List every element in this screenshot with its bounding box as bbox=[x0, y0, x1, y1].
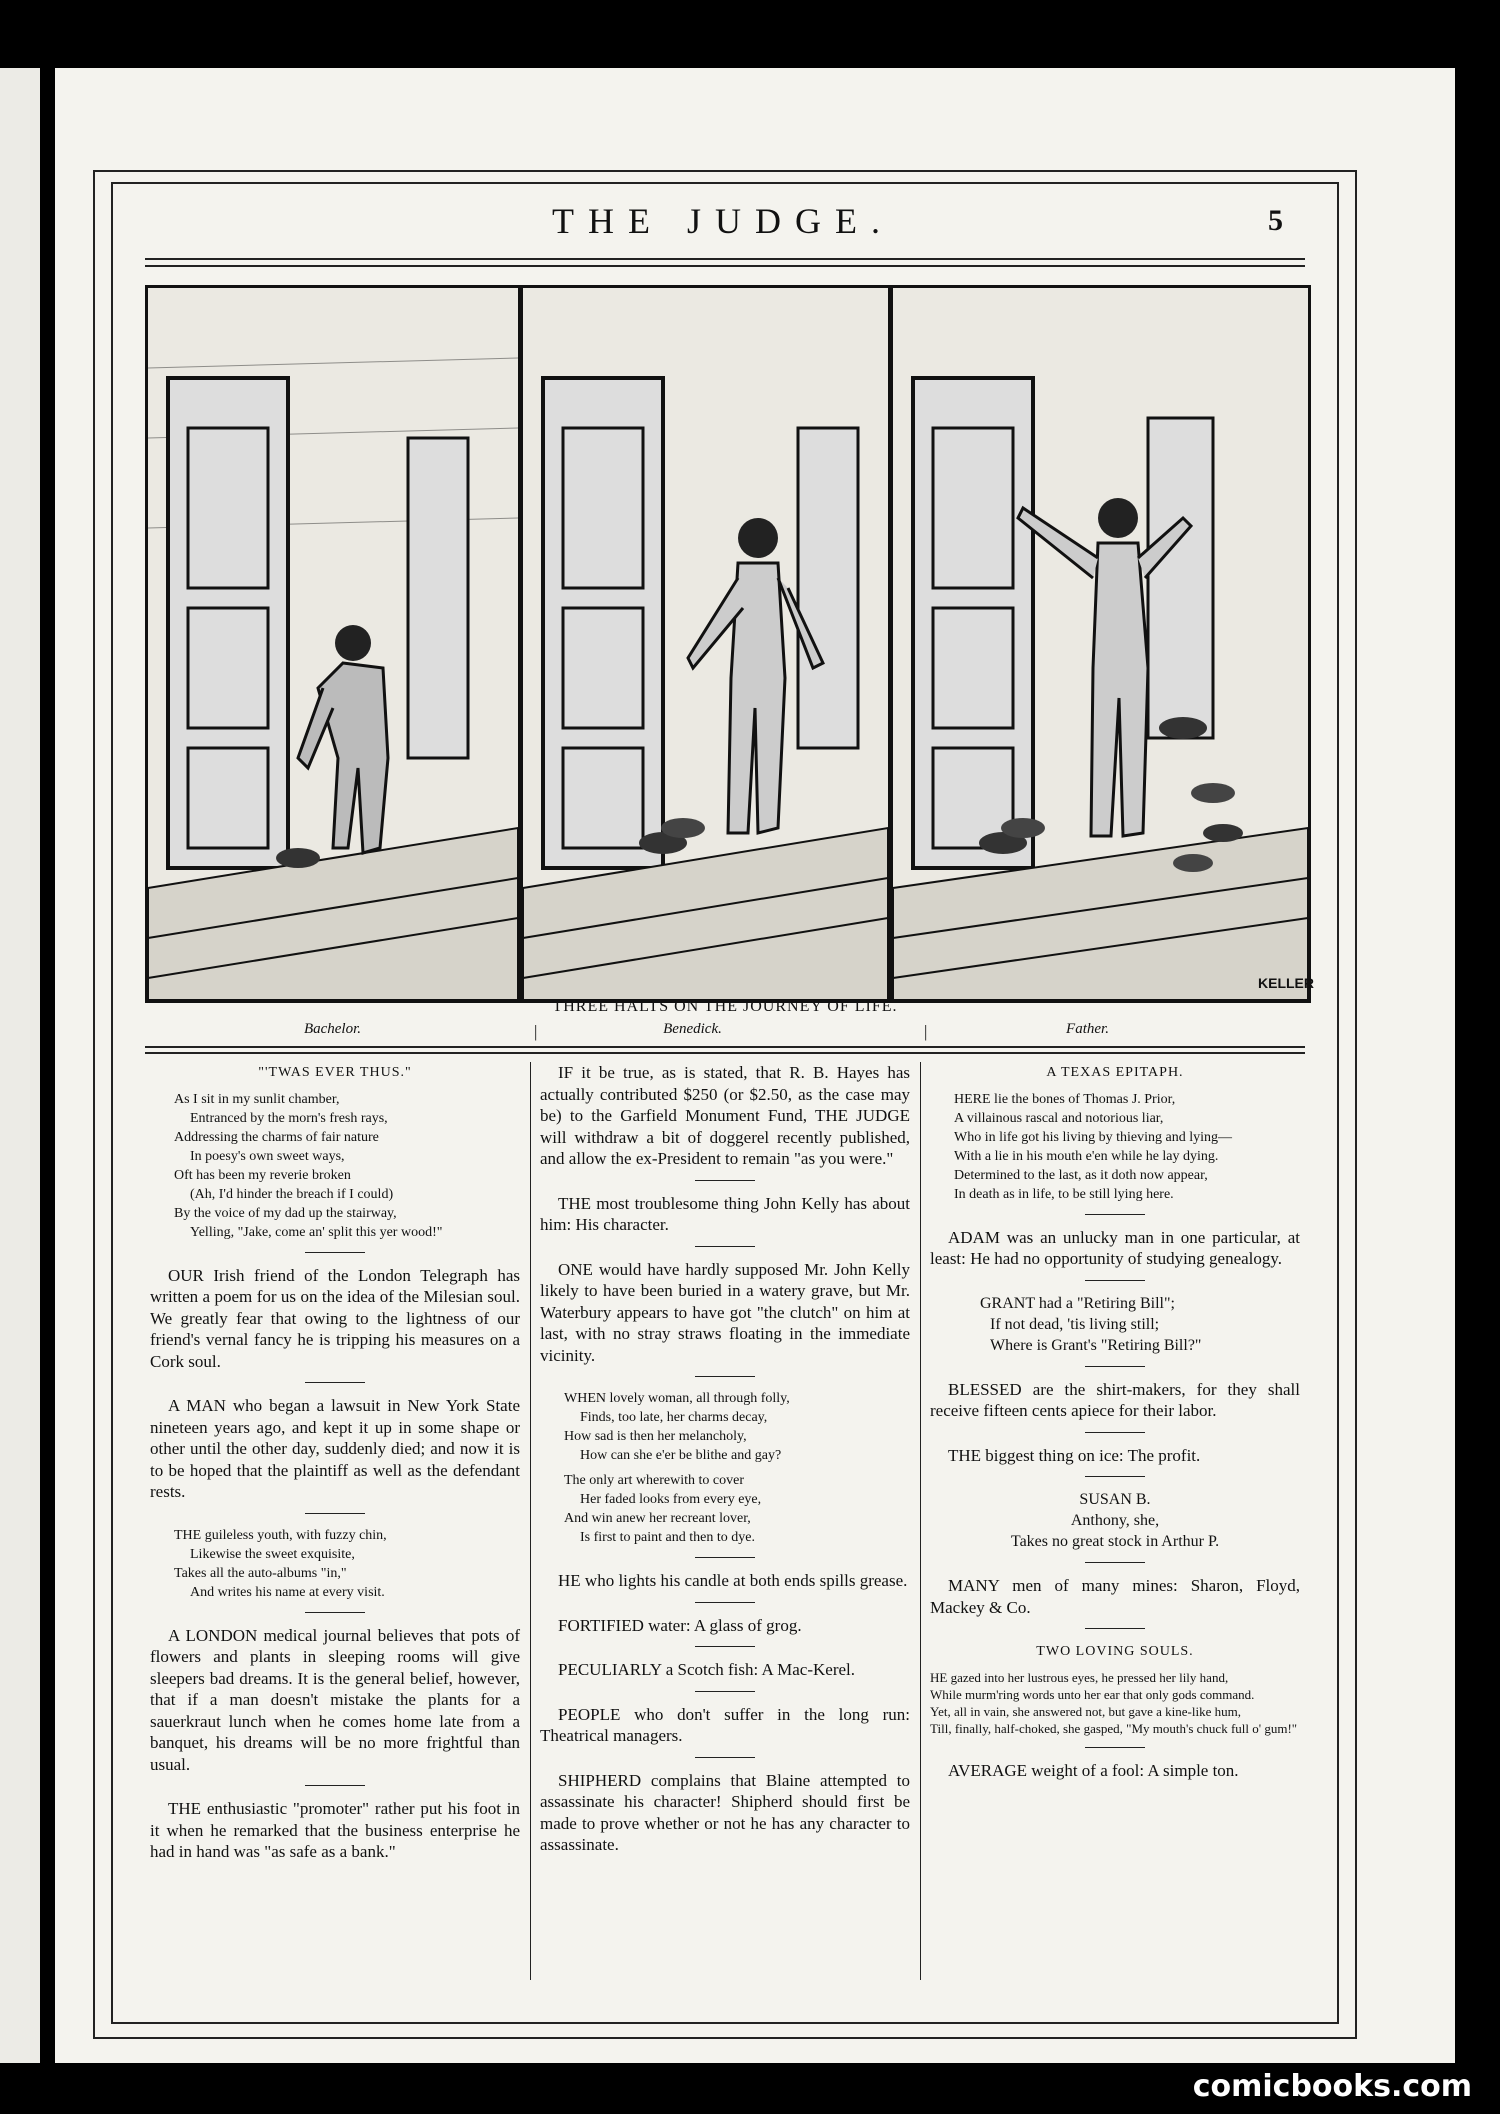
separator bbox=[695, 1246, 755, 1247]
father-illustration bbox=[893, 288, 1314, 1000]
separator bbox=[1085, 1366, 1145, 1367]
poem-line: GRANT had a "Retiring Bill"; bbox=[980, 1294, 1175, 1312]
poem-line: In poesy's own sweet ways, bbox=[190, 1148, 345, 1164]
paragraph: FORTIFIED water: A glass of grog. bbox=[558, 1615, 802, 1635]
poem-line: Till, finally, half-choked, she gasped, "My mouth's chuck full o' gum!" bbox=[930, 1720, 1298, 1736]
column-2 bbox=[540, 1062, 910, 1864]
separator bbox=[1085, 1432, 1145, 1433]
poem-line: Anthony, she, bbox=[1070, 1512, 1160, 1529]
poem-grant bbox=[930, 1293, 1300, 1356]
poem-line: Entranced by the morn's fresh rays, bbox=[190, 1110, 388, 1126]
paragraph: A LONDON medical journal believes that pots of flowers and plants in sleeping rooms will give sleepers bad dreams. It is the general belief, however, that if a man doesn't mistake the plants for a sauerkraut lunch when he comes home late from a banquet, his dreams will be no more frightful than usual. bbox=[150, 1625, 520, 1774]
paragraph: AVERAGE weight of a fool: A simple ton. bbox=[948, 1760, 1239, 1780]
bachelor-illustration bbox=[148, 288, 518, 1000]
poem-line: As I sit in my sunlit chamber, bbox=[174, 1091, 340, 1107]
caption-father: Father. bbox=[1066, 1021, 1109, 1037]
separator bbox=[695, 1180, 755, 1181]
section-rule bbox=[145, 1052, 1305, 1054]
separator bbox=[1085, 1214, 1145, 1215]
benedick-illustration bbox=[523, 288, 888, 1000]
poem-line: Who in life got his living by thieving and lying— bbox=[954, 1129, 1233, 1145]
poem-line: Determined to the last, as it doth now appear, bbox=[954, 1167, 1208, 1183]
separator bbox=[695, 1602, 755, 1603]
paragraph: THE most troublesome thing John Kelly has about him: His character. bbox=[540, 1193, 910, 1234]
paragraph: PEOPLE who don't suffer in the long run: Theatrical managers. bbox=[540, 1704, 910, 1745]
poem-line: (Ah, I'd hinder the breach if I could) bbox=[190, 1186, 394, 1202]
cartoon-title: THREE HALTS ON THE JOURNEY OF LIFE. bbox=[552, 998, 898, 1015]
paragraph: OUR Irish friend of the London Telegraph has written a poem for us on the idea of the Milesian soul. We greatly fear that owing to the lightness of our friend's vernal fancy he is tripping his measures on a Cork soul. bbox=[150, 1265, 520, 1371]
poem-line: Finds, too late, her charms decay, bbox=[580, 1410, 768, 1425]
poem-two-loving-souls bbox=[930, 1669, 1300, 1737]
paragraph: HE who lights his candle at both ends spills grease. bbox=[558, 1571, 908, 1590]
poem-line: Oft has been my reverie broken bbox=[174, 1167, 351, 1183]
facing-page-edge bbox=[0, 68, 40, 2063]
poem-line: In death as in life, to be still lying here. bbox=[954, 1186, 1174, 1202]
poem-line: HE gazed into her lustrous eyes, he pressed her lily hand, bbox=[930, 1669, 1229, 1685]
poem-line: How sad is then her melancholy, bbox=[564, 1429, 747, 1444]
poem-line: By the voice of my dad up the stairway, bbox=[174, 1205, 397, 1221]
separator bbox=[1085, 1562, 1145, 1563]
masthead-title: THE JUDGE. bbox=[552, 201, 894, 241]
poem-line: Yelling, "Jake, come an' split this yer wood!" bbox=[190, 1224, 443, 1240]
poem-line: THE guileless youth, with fuzzy chin, bbox=[174, 1527, 387, 1543]
separator bbox=[305, 1513, 365, 1514]
paragraph: SHIPHERD complains that Blaine attempted to assassinate his character! Shipherd should first be made to prove whether or not he has any character to assassinate. bbox=[540, 1770, 910, 1854]
separator bbox=[695, 1376, 755, 1377]
paragraph: IF it be true, as is stated, that R. B. Hayes has actually contributed $250 (or $2.50, as the case may be) to the Garfield Monument Fund, THE JUDGE will withdraw a bit of doggerel recently published, and allow the ex-President to remain "as you were." bbox=[540, 1063, 910, 1168]
cartoon-strip bbox=[145, 285, 1314, 997]
separator bbox=[695, 1646, 755, 1647]
column-1 bbox=[150, 1062, 520, 1871]
poem-line: A villainous rascal and notorious liar, bbox=[954, 1110, 1164, 1126]
paragraph: THE enthusiastic "promoter" rather put his foot in it when he remarked that the business enterprise he had in hand was "as safe as a bank." bbox=[150, 1799, 520, 1861]
cartoon-panel-father bbox=[890, 285, 1314, 1003]
paragraph: A MAN who began a lawsuit in New York State nineteen years ago, and kept it up in some shape or other until the other day, suddenly died; and now it is to be hoped that the plaintiff as well as the defendant rests. bbox=[150, 1396, 520, 1501]
poem-line: Addressing the charms of fair nature bbox=[174, 1129, 379, 1145]
poem-twas-ever-thus bbox=[150, 1090, 520, 1242]
caption-bachelor: Bachelor. bbox=[303, 1021, 362, 1037]
separator bbox=[1085, 1280, 1145, 1281]
paragraph: ADAM was an unlucky man in one particular, at least: He had no opportunity of studying genealogy. bbox=[930, 1227, 1300, 1268]
paragraph: PECULIARLY a Scotch fish: A Mac-Kerel. bbox=[558, 1660, 856, 1679]
column-rule bbox=[530, 1062, 531, 1980]
separator bbox=[305, 1785, 365, 1786]
poem-line: And writes his name at every visit. bbox=[190, 1584, 385, 1600]
poem-line: Her faded looks from every eye, bbox=[580, 1492, 762, 1507]
column-3 bbox=[930, 1062, 1300, 1789]
separator bbox=[1085, 1476, 1145, 1477]
header-rule-bottom bbox=[145, 265, 1305, 267]
column-rule bbox=[920, 1062, 921, 1980]
poem-lovely-woman bbox=[540, 1389, 910, 1547]
poem-line: While murm'ring words unto her ear that only gods command. bbox=[930, 1686, 1255, 1702]
caption-benedick: Benedick. bbox=[663, 1021, 722, 1037]
caption-separator: | bbox=[924, 1022, 928, 1041]
page-number: 5 bbox=[1268, 204, 1283, 237]
poem-line: SUSAN B. bbox=[1079, 1491, 1151, 1508]
paragraph: BLESSED are the shirt-makers, for they shall receive fifteen cents apiece for their labor. bbox=[930, 1379, 1300, 1420]
header-rule-top bbox=[145, 258, 1305, 260]
poem-line: And win anew her recreant lover, bbox=[564, 1511, 751, 1526]
poem-line: Yet, all in vain, she answered not, but gave a kine-like hum, bbox=[930, 1703, 1241, 1719]
caption-separator: | bbox=[534, 1022, 538, 1041]
poem-line: Likewise the sweet exquisite, bbox=[190, 1546, 355, 1562]
poem-line: Takes all the auto-albums "in," bbox=[174, 1565, 347, 1581]
poem-line: How can she e'er be blithe and gay? bbox=[580, 1448, 782, 1463]
poem-texas-epitaph bbox=[930, 1090, 1300, 1204]
poem-title: "'TWAS EVER THUS." bbox=[258, 1065, 412, 1080]
poem-susan-b bbox=[930, 1489, 1300, 1552]
separator bbox=[695, 1691, 755, 1692]
poem-line: Takes no great stock in Arthur P. bbox=[1010, 1533, 1220, 1550]
souls-title: TWO LOVING SOULS. bbox=[1036, 1644, 1194, 1659]
separator bbox=[1085, 1747, 1145, 1748]
poem-line: Is first to paint and then to dye. bbox=[580, 1530, 755, 1545]
paragraph: MANY men of many mines: Sharon, Floyd, Mackey & Co. bbox=[930, 1576, 1300, 1617]
separator bbox=[305, 1382, 365, 1383]
epitaph-title: A TEXAS EPITAPH. bbox=[1046, 1065, 1184, 1080]
separator bbox=[695, 1557, 755, 1558]
separator bbox=[695, 1757, 755, 1758]
poem-line: WHEN lovely woman, all through folly, bbox=[564, 1391, 790, 1406]
separator bbox=[305, 1252, 365, 1253]
poem-line: Where is Grant's "Retiring Bill?" bbox=[990, 1336, 1202, 1354]
poem-line: With a lie in his mouth e'en while he lay dying. bbox=[954, 1148, 1219, 1164]
site-watermark: comicbooks.com bbox=[1192, 2069, 1472, 2104]
paragraph: THE biggest thing on ice: The profit. bbox=[948, 1445, 1201, 1465]
poem-line: HERE lie the bones of Thomas J. Prior, bbox=[954, 1091, 1176, 1107]
poem-line: The only art wherewith to cover bbox=[564, 1473, 744, 1488]
poem-line: If not dead, 'tis living still; bbox=[990, 1315, 1160, 1333]
separator bbox=[305, 1612, 365, 1613]
section-rule bbox=[145, 1046, 1305, 1048]
poem-guileless-youth bbox=[150, 1526, 520, 1602]
cartoon-panel-bachelor bbox=[145, 285, 521, 1003]
cartoon-panel-benedick bbox=[520, 285, 891, 1003]
separator bbox=[1085, 1628, 1145, 1629]
artist-signature: KELLER bbox=[1258, 975, 1314, 991]
paragraph: ONE would have hardly supposed Mr. John Kelly likely to have been buried in a watery grave, but Mr. Waterbury appears to have got "the clutch" on him at last, with no stray straws floating in the immediate vicinity. bbox=[540, 1259, 910, 1365]
